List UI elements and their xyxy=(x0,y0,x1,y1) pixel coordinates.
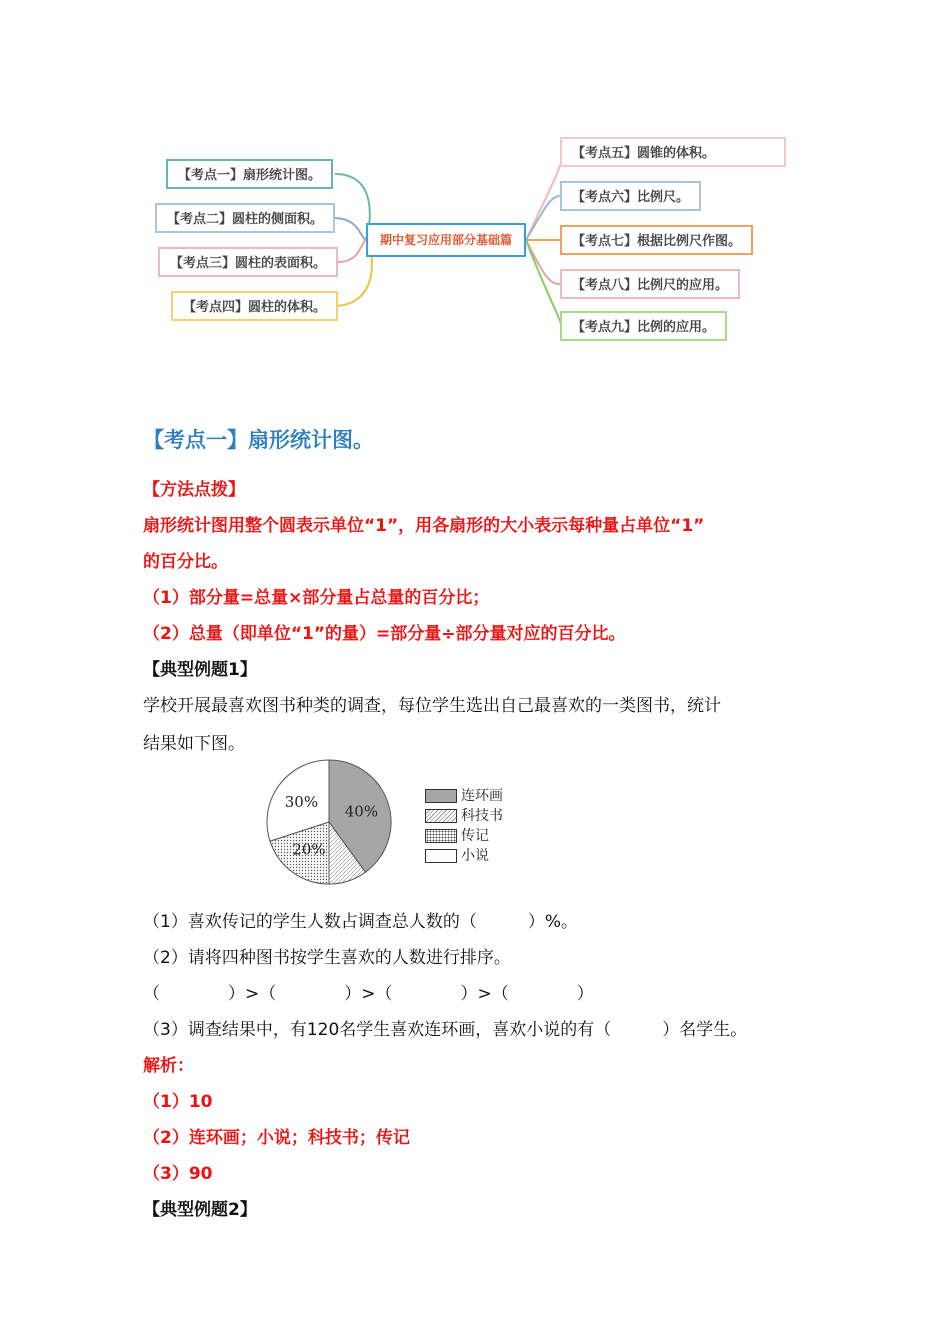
legend-label-science: 科技书 xyxy=(461,808,503,824)
question-1: （1）喜欢传记的学生人数占调查总人数的（ ）%。 xyxy=(143,912,578,932)
legend-item-novel xyxy=(425,845,489,865)
legend-swatch-comics xyxy=(425,789,457,803)
question-2: （2）请将四种图书按学生喜欢的人数进行排序。 xyxy=(143,948,511,968)
method-text-line1: 扇形统计图用整个圆表示单位“1”，用各扇形的大小表示每种量占单位“1” xyxy=(143,516,705,536)
pie-chart xyxy=(262,755,532,890)
pie-label-comics: 40% xyxy=(344,802,379,821)
method-point-1: （1）部分量=总量×部分量占总量的百分比； xyxy=(143,588,490,608)
legend-item-comics xyxy=(425,785,503,805)
mindmap-node-2: 【考点二】圆柱的侧面积。 xyxy=(155,203,335,233)
example2-heading: 【典型例题2】 xyxy=(143,1200,257,1220)
mindmap-node-3: 【考点三】圆柱的表面积。 xyxy=(158,247,338,277)
solution-heading: 解析： xyxy=(143,1056,194,1076)
method-text-line2: 的百分比。 xyxy=(143,552,228,572)
solution-answer-3: （3）90 xyxy=(143,1164,213,1184)
solution-answer-1: （1）10 xyxy=(143,1092,213,1112)
method-point-2: （2）总量（即单位“1”的量）=部分量÷部分量对应的百分比。 xyxy=(143,624,626,644)
mindmap-node-7: 【考点七】根据比例尺作图。 xyxy=(560,225,753,255)
legend-label-biography: 传记 xyxy=(461,828,489,844)
pie-label-biography: 20% xyxy=(292,840,326,859)
pie-label-novel: 30% xyxy=(284,792,319,811)
pie-chart-svg xyxy=(262,755,402,890)
legend-swatch-novel xyxy=(425,849,457,863)
legend-swatch-science xyxy=(425,809,457,823)
mindmap-node-6: 【考点六】比例尺。 xyxy=(560,181,701,211)
question-2-blanks: （ ）>（ ）>（ ）>（ ） xyxy=(143,984,594,1004)
example1-text-line1: 学校开展最喜欢图书种类的调查，每位学生选出自己最喜欢的一类图书，统计 xyxy=(143,696,721,716)
solution-answer-2: （2）连环画；小说；科技书；传记 xyxy=(143,1128,410,1148)
method-heading: 【方法点拨】 xyxy=(143,480,245,500)
example1-text-line2: 结果如下图。 xyxy=(143,734,245,754)
legend-item-science xyxy=(425,805,503,825)
mindmap xyxy=(150,128,805,353)
legend-swatch-biography xyxy=(425,829,457,843)
mindmap-node-1: 【考点一】扇形统计图。 xyxy=(166,159,333,189)
question-3: （3）调查结果中，有120名学生喜欢连环画，喜欢小说的有（ ）名学生。 xyxy=(143,1020,748,1040)
mindmap-center: 期中复习应用部分基础篇 xyxy=(366,223,526,257)
mindmap-node-9: 【考点九】比例的应用。 xyxy=(560,311,727,341)
mindmap-node-5: 【考点五】圆锥的体积。 xyxy=(560,137,786,167)
legend-label-comics: 连环画 xyxy=(461,788,503,804)
legend-label-novel: 小说 xyxy=(461,848,489,864)
legend-item-biography xyxy=(425,825,489,845)
mindmap-node-4: 【考点四】圆柱的体积。 xyxy=(171,291,338,321)
section-title: 【考点一】扇形统计图。 xyxy=(143,428,374,452)
mindmap-node-8: 【考点八】比例尺的应用。 xyxy=(560,269,740,299)
example1-heading: 【典型例题1】 xyxy=(143,660,257,680)
